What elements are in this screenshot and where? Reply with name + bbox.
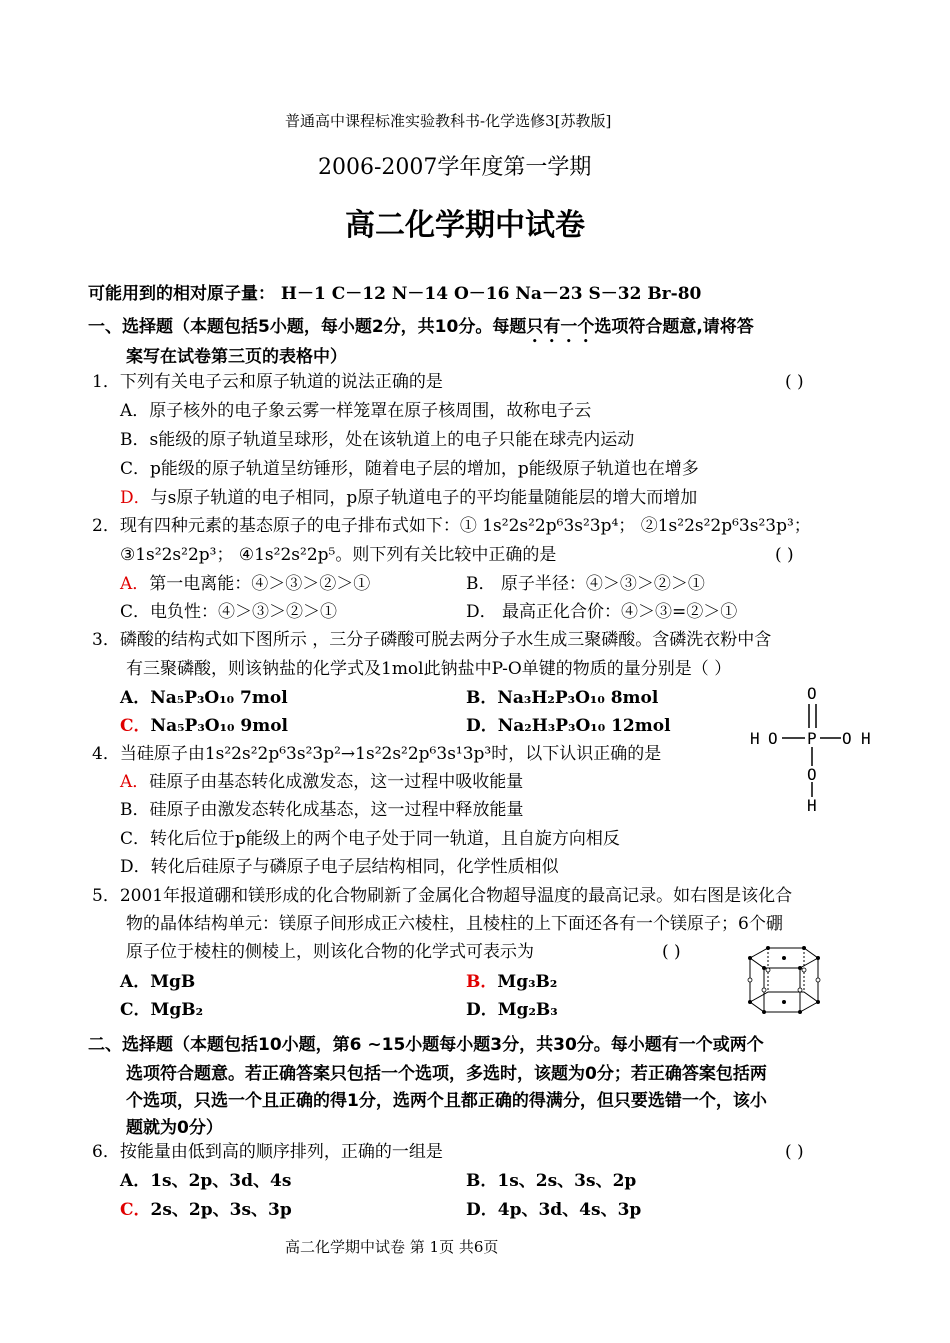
q3-option-b: B．Na₃H₂P₃O₁₀ 8mol (466, 688, 659, 708)
q4-option-a (120, 772, 523, 792)
section1-line2: 案写在试卷第三页的表格中） (126, 347, 347, 367)
structure-left-oxygen: O (768, 729, 778, 748)
structure-right-hydrogen: H (861, 729, 871, 748)
q2-option-c: C．电负性：④＞③＞②＞① (120, 602, 338, 622)
q2-stem: 2．现有四种元素的基态原子的电子排布式如下：① 1s²2s²2p⁶3s²3p⁴； ②1s²2s²2p⁶3s²3p³； (92, 516, 811, 536)
structure-top-oxygen: O (807, 684, 817, 703)
b-atom (802, 968, 806, 972)
q2-option-b: B． 原子半径：④＞③＞②＞① (466, 574, 705, 594)
q5-b-letter: B． (466, 972, 498, 992)
mg-atom (798, 966, 802, 970)
q1-d-letter: D． (120, 488, 151, 508)
q3-option-a: A．Na₅P₃O₁₀ 7mol (120, 688, 288, 708)
q1-option-c: C．p能级的原子轨道呈纺锤形，随着电子层的增加，p能级原子轨道也在增多 (120, 459, 699, 479)
structure-left-hydrogen: H (750, 729, 760, 748)
q1-stem: 1．下列有关电子云和原子轨道的说法正确的是 (92, 372, 443, 392)
q4-a-text: 硅原子由基态转化成激发态，这一过程中吸收能量 (149, 772, 524, 792)
mg-atom (766, 946, 770, 950)
q2-option-d: D． 最高正化合价：④＞③=②＞① (466, 602, 738, 622)
q2-a-letter: A． (120, 574, 150, 594)
phosphoric-acid-structure (745, 683, 880, 818)
q6-option-b: B．1s、2s、3s、2p (466, 1171, 637, 1191)
mg-atom (816, 956, 820, 960)
q3-option-c (120, 716, 288, 736)
q6-answer-paren: ( ) (785, 1142, 804, 1162)
q4-option-d: D．转化后硅原子与磷原子电子层结构相同，化学性质相似 (120, 857, 559, 877)
q2-a-text: 第一电离能：④＞③＞②＞① (149, 574, 371, 594)
b-atom (798, 988, 802, 992)
q5-option-d: D．Mg₂B₃ (466, 1000, 558, 1020)
structure-right-oxygen: O (842, 729, 852, 748)
q5-option-c: C．MgB₂ (120, 1000, 204, 1020)
q4-option-c: C．转化后位于p能级上的两个电子处于同一轨道，且自旋方向相反 (120, 829, 620, 849)
q2-option-a (120, 574, 370, 594)
mg-atom (802, 946, 806, 950)
page-title: 高二化学期中试卷 (345, 208, 585, 243)
section2-line3: 个选项，只选一个且正确的得1分，选两个且都正确的得满分，但只要选错一个，该小 (126, 1091, 767, 1111)
q5-option-b (466, 972, 557, 992)
q4-a-letter: A． (120, 772, 150, 792)
mg-atom (782, 1000, 786, 1004)
series-header: 普通高中课程标准实验教科书-化学选修3[苏教版] (285, 112, 612, 130)
q2-line2: ③1s²2s²2p³； ④1s²2s²2p⁵。则下列有关比较中正确的是 (120, 545, 557, 565)
q5-b-text: Mg₃B₂ (497, 972, 558, 992)
mg-atom (816, 1000, 820, 1004)
section2-line4: 题就为0分） (126, 1118, 223, 1138)
q1-option-b: B．s能级的原子轨道呈球形，处在该轨道上的电子只能在球壳内运动 (120, 430, 635, 450)
b-atom (766, 968, 770, 972)
q3-c-text: Na₅P₃O₁₀ 9mol (150, 716, 288, 736)
structure-bottom-oxygen: O (807, 765, 817, 784)
section2-heading (88, 1030, 764, 1055)
b-atom (816, 978, 820, 982)
q1-option-d (120, 488, 697, 508)
crystal-structure-diagram (742, 940, 827, 1020)
q5-line2: 物的晶体结构单元：镁原子间形成正六棱柱，且棱柱的上下面还各有一个镁原子；6个硼 (126, 914, 783, 934)
q3-c-letter: C． (120, 716, 151, 736)
b-atom (762, 988, 766, 992)
q6-option-a: A．1s、2p、3d、4s (120, 1171, 292, 1191)
mg-atom (782, 956, 786, 960)
b-atom (748, 978, 752, 982)
section1-emphasis: 只有一个 (526, 317, 595, 337)
q6-c-letter: C． (120, 1200, 151, 1220)
q3-line1: 3．磷酸的结构式如下图所示 ，三分子磷酸可脱去两分子水生成三聚磷酸。含磷洗衣粉中含 (92, 630, 772, 650)
q2-answer-paren: ( ) (775, 545, 794, 565)
section2-label: 二、选择题 (88, 1035, 173, 1055)
q4-option-b: B．硅原子由激发态转化成基态，这一过程中释放能量 (120, 800, 524, 820)
q1-answer-paren: ( ) (785, 372, 804, 392)
q1-option-a: A．原子核外的电子象云雾一样笼罩在原子核周围，故称电子云 (120, 401, 592, 421)
q5-line3: 原子位于棱柱的侧棱上，则该化合物的化学式可表示为 (126, 942, 534, 962)
q1-d-text: 与s原子轨道的电子相同，p原子轨道电子的平均能量随能层的增大而增加 (150, 488, 698, 508)
q5-line1: 5．2001年报道硼和镁形成的化合物刷新了金属化合物超导温度的最高记录。如右图是该化合 (92, 886, 793, 906)
q5-option-a: A．MgB (120, 972, 196, 992)
mg-atom (762, 1010, 766, 1014)
q6-c-text: 2s、2p、3s、3p (150, 1200, 292, 1220)
q3-line2: 有三聚磷酸，则该钠盐的化学式及1mol此钠盐中P-O单键的物质的量分别是（ ） (126, 659, 732, 679)
q6-option-c (120, 1200, 292, 1220)
section1-line1-a: 一、选择题（本题包括5小题，每小题2分，共10分。每题 (88, 317, 527, 337)
section2-line1: （本题包括10小题，第6 ~15小题每小题3分，共30分。每小题有一个或两个 (173, 1035, 764, 1055)
mg-atom (748, 1000, 752, 1004)
structure-phosphorus: P (807, 729, 817, 748)
section1-line1-b: 选项符合题意,请将答 (594, 317, 754, 337)
section2-line2: 选项符合题意。若正确答案只包括一个选项，多选时，该题为0分；若正确答案包括两 (126, 1064, 767, 1084)
q5-answer-paren: ( ) (662, 942, 681, 962)
mg-atom (748, 956, 752, 960)
page-footer: 高二化学期中试卷 第 1页 共6页 (285, 1238, 499, 1256)
mg-atom (798, 1010, 802, 1014)
q4-stem: 4．当硅原子由1s²2s²2p⁶3s²3p²→1s²2s²2p⁶3s¹3p³时，以下认识正确的是 (92, 744, 662, 764)
structure-bottom-hydrogen: H (807, 796, 817, 815)
mg-atom (762, 966, 766, 970)
q6-option-d: D．4p、3d、4s、3p (466, 1200, 642, 1220)
q6-stem: 6．按能量由低到高的顺序排列，正确的一组是 (92, 1142, 443, 1162)
term-header: 2006-2007学年度第一学期 (318, 155, 592, 180)
q3-option-d: D．Na₂H₃P₃O₁₀ 12mol (466, 716, 671, 736)
atomic-masses: 可能用到的相对原子量： H－1 C－12 N－14 O－16 Na－23 S－32 Br-80 (88, 284, 702, 304)
